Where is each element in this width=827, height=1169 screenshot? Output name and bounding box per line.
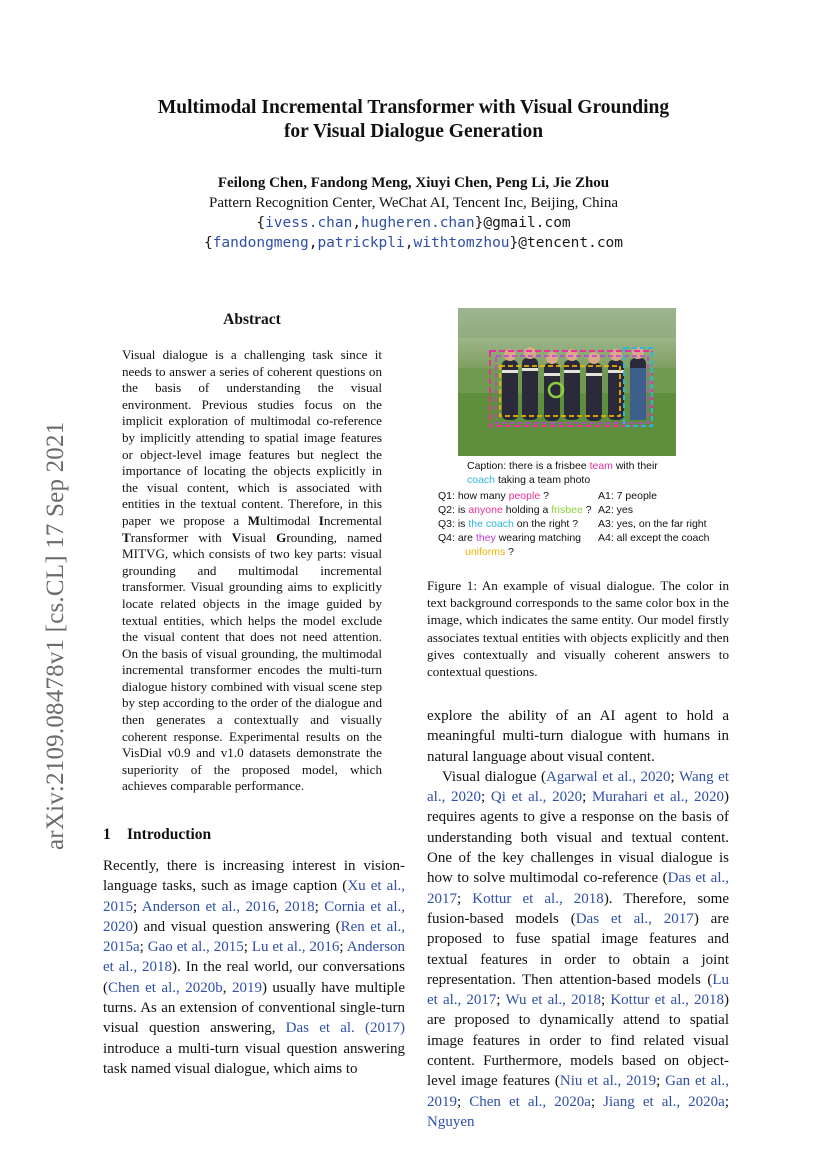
text: ) are proposed to fuse spatial image features and textual features in order to obtain a joint representation. Then attention-based models ( xyxy=(427,910,729,988)
q1 xyxy=(438,489,608,503)
citation-link[interactable]: Gan et al., 2019 xyxy=(427,1073,730,1110)
citation-link[interactable]: Anderson et al., 2018 xyxy=(103,939,406,976)
citation-link[interactable]: Das et al., 2017 xyxy=(427,870,730,907)
email-line-1 xyxy=(100,213,727,233)
citation-link[interactable]: Kottur et al., 2018 xyxy=(610,992,724,1009)
a2: A2: yes xyxy=(598,504,634,516)
text: ). Therefore, some fusion-based models ( xyxy=(427,890,729,927)
paper-title xyxy=(100,96,727,144)
citation-link[interactable]: Qi et al., 2020 xyxy=(490,789,583,806)
entity-uniforms: uniforms xyxy=(465,546,506,558)
text: taking a team photo xyxy=(495,474,591,486)
entity-anyone: anyone xyxy=(468,504,503,516)
citation-link[interactable]: Das et al., 2017 xyxy=(575,910,694,927)
sep: ; xyxy=(656,1073,666,1090)
a1: A1: 7 people xyxy=(598,490,657,502)
text: Q1: how many xyxy=(438,490,509,502)
sep: ; xyxy=(481,789,491,806)
text: holding a xyxy=(502,504,552,516)
answer-list xyxy=(598,489,728,545)
bold-i: I xyxy=(318,512,324,528)
email-line-2 xyxy=(100,233,727,253)
paragraph-2 xyxy=(427,767,729,1132)
sep: ; xyxy=(243,939,252,956)
affiliation: Pattern Recognition Center, WeChat AI, Tencent Inc, Beijing, China xyxy=(209,195,618,211)
text: Visual dialogue ( xyxy=(442,768,547,785)
citation-link[interactable]: Agarwal et al., 2020 xyxy=(546,768,671,785)
citation-link[interactable]: Lu et al., 2016 xyxy=(251,939,340,956)
caption-line-2 xyxy=(467,473,697,487)
abstract-text: rounding, named MITVG, which consists of two key parts: visual grounding and multimodal incremental transformer. Visual grounding aims to explicitly locate related objects in the image guided by textual entities, which helps the model exclude the visual content that does not need attention. On the basis of visual grounding, the multimodal incremental transformer encodes the multi-turn dialogue history combined with visual scene step by step according to the order of the dialogue and then generates a contextually and visually coherent response. Experimental results on the VisDial v0.9 and v1.0 datasets demonstrate the superiority of the proposed model, which achieves comparable performance. xyxy=(122,529,382,794)
citation-link[interactable]: Jiang et al., 2020a xyxy=(603,1093,725,1110)
text: Recently, there is increasing interest in vision-language tasks, such as image caption ( xyxy=(103,858,405,895)
section-number: 1 xyxy=(103,826,111,843)
caption-line-1 xyxy=(467,459,697,473)
text: Q3: is xyxy=(438,518,469,530)
citation-link[interactable]: Gao et al., 2015 xyxy=(147,939,244,956)
sep: ; xyxy=(133,898,142,915)
text: ? xyxy=(540,490,549,502)
citation-link[interactable]: Murahari et al., 2020 xyxy=(591,789,724,806)
text: ? xyxy=(582,504,592,516)
section-heading-introduction xyxy=(103,826,211,844)
abstract-text: ultimodal xyxy=(260,512,319,528)
citation-link[interactable]: Niu et al., 2019 xyxy=(559,1073,657,1090)
team-photo-illustration xyxy=(458,308,676,456)
paragraph-1: explore the ability of an AI agent to hold a meaningful multi-turn dialogue with humans in natural language about visual content. xyxy=(427,708,729,765)
abstract-text: Visual dialogue is a challenging task since it needs to answer a series of coherent questions on the basis of understanding the visual environment. Previous studies focus on the implicit exploration of multimodal co-reference by implicitly attending to spatial image features or object-level image features but neglect the importance of locating the objects explicitly in the visual content, which is associated with entities in the textual content. Therefore, in this paper we propose a xyxy=(122,347,382,528)
bold-t: T xyxy=(122,529,131,545)
sep: , xyxy=(352,215,362,231)
intro-left-column xyxy=(103,856,405,1079)
text: on the right ? xyxy=(513,518,579,530)
question-list xyxy=(438,489,608,559)
entity-people: people xyxy=(508,490,541,502)
sep: , xyxy=(308,235,318,251)
citation-link[interactable]: Anderson et al., 2016 xyxy=(141,898,276,915)
q3 xyxy=(438,517,608,531)
text: Caption: there is a frisbee xyxy=(467,460,590,472)
bold-v: V xyxy=(231,529,242,545)
sep: ; xyxy=(314,898,325,915)
citation-link[interactable]: 2018 xyxy=(284,898,315,915)
entity-they: they xyxy=(475,532,496,544)
text: ) and visual question answering ( xyxy=(133,918,341,935)
q4 xyxy=(438,531,608,545)
entity-team: team xyxy=(589,460,613,472)
intro-right-column xyxy=(427,706,729,1132)
entity-coach: coach xyxy=(467,474,496,486)
text: ) are proposed to dynamically attend to spatial image features in order to find related visual content. Furthermore, models based on object-level image features ( xyxy=(427,992,729,1090)
citation-link[interactable]: Xu et al., 2015 xyxy=(103,878,406,915)
citation-link[interactable]: Wang et al., 2020 xyxy=(427,768,729,806)
q4-cont xyxy=(438,545,608,559)
email-domain: }@gmail.com xyxy=(474,215,571,231)
entity-frisbee: frisbee xyxy=(551,504,583,516)
citation-link[interactable]: 2019 xyxy=(231,979,262,996)
email-domain: }@tencent.com xyxy=(509,235,624,251)
sep: ; xyxy=(457,1093,470,1110)
entity-the-coach: the coach xyxy=(468,518,514,530)
citation-link[interactable]: Chen et al., 2020b xyxy=(108,979,223,996)
sep: ; xyxy=(339,939,347,956)
abstract-text: isual xyxy=(241,529,277,545)
a3: A3: yes, on the far right xyxy=(598,518,707,530)
figure-1-caption: Figure 1: An example of visual dialogue. The color in text background corresponds to the same color box in the image, which indicates the same entity. Our model firstly associates textual entities with objects explicitly and then gives contextually and visually coherent answers to contextual questions. xyxy=(427,578,729,680)
abstract-text: ncremental xyxy=(323,512,382,528)
citation-link[interactable]: Chen et al., 2020a xyxy=(469,1093,591,1110)
q2 xyxy=(438,503,608,517)
citation-link[interactable]: Ren et al., 2015a xyxy=(103,918,405,956)
email-link-fandongmeng[interactable]: fandongmeng xyxy=(212,235,309,251)
sep: ; xyxy=(590,1093,604,1110)
sep: , xyxy=(222,979,232,996)
bold-g: G xyxy=(276,529,287,545)
brace-open: { xyxy=(203,235,213,251)
email-link-ivess[interactable]: ivess.chan xyxy=(265,215,353,231)
sep: ; xyxy=(670,768,679,785)
abstract-heading: Abstract xyxy=(223,311,281,328)
sep: ; xyxy=(496,992,506,1009)
authors: Feilong Chen, Fandong Meng, Xiuyi Chen, Peng Li, Jie Zhou xyxy=(217,175,610,191)
arxiv-stamp: arXiv:2109.08478v1 [cs.CL] 17 Sep 2021 xyxy=(42,421,69,850)
text: wearing matching xyxy=(495,532,582,544)
sep: ; xyxy=(724,1093,729,1110)
citation-link[interactable]: Kottur et al., 2018 xyxy=(472,890,604,907)
title-line-1: Multimodal Incremental Transformer with Visual Grounding xyxy=(157,97,670,118)
citation-link[interactable]: Wu et al., 2018 xyxy=(505,992,602,1009)
citation-link[interactable]: Cornia et al., 2020 xyxy=(103,898,405,935)
abstract-body xyxy=(122,347,382,795)
text: introduce a multi-turn visual question answering task named visual dialogue, which aims to xyxy=(103,1040,405,1077)
sep: ; xyxy=(601,992,611,1009)
email-link-withtomzhou[interactable]: withtomzhou xyxy=(413,235,510,251)
sep: , xyxy=(404,235,414,251)
sep: ; xyxy=(457,890,473,907)
citation-link[interactable]: Das et al. (2017) xyxy=(285,1020,405,1037)
figure-1-image xyxy=(458,308,676,456)
title-line-2: for Visual Dialogue Generation xyxy=(283,121,544,142)
a4: A4: all except the coach xyxy=(598,532,710,544)
bold-m: M xyxy=(247,512,261,528)
sep: ; xyxy=(139,939,148,956)
email-link-hugheren[interactable]: hugheren.chan xyxy=(361,215,475,231)
text: Q2: is xyxy=(438,504,469,516)
text: Q4: are xyxy=(438,532,476,544)
email-link-patrickpli[interactable]: patrickpli xyxy=(317,235,405,251)
text: with their xyxy=(612,460,658,472)
brace-open: { xyxy=(256,215,266,231)
citation-link[interactable]: Lu et al., 2017 xyxy=(427,971,729,1009)
text: ). In the real world, our conversations ( xyxy=(103,959,405,996)
arxiv-stamp-area xyxy=(0,0,69,1169)
text: ) usually have multiple turns. As an extension of conventional single-turn visual question answering, xyxy=(103,979,405,1037)
section-title: Introduction xyxy=(127,826,212,843)
citation-link[interactable]: Nguyen xyxy=(427,1113,475,1130)
sep: ; xyxy=(582,789,592,806)
text: ) requires agents to give a response on the basis of understanding both visual and textual content. One of the key challenges in visual dialogue is how to solve multimodal co-reference ( xyxy=(427,789,729,887)
abstract-text: ransformer with xyxy=(130,529,232,545)
sep: , xyxy=(275,898,285,915)
text: ? xyxy=(505,546,515,558)
figure-caption-text xyxy=(467,459,697,487)
